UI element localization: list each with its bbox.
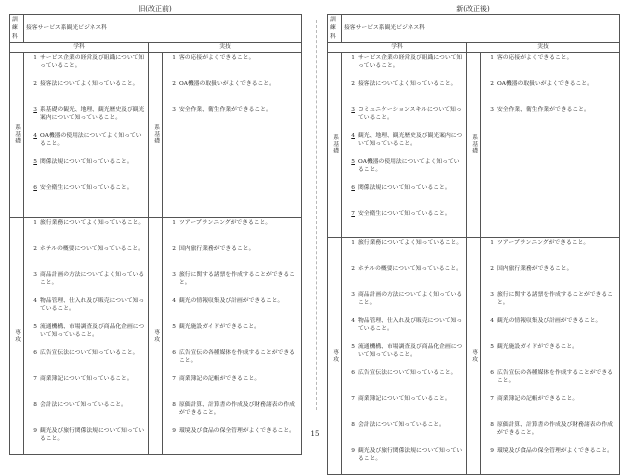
- major-jitsugi-list: [163, 217, 302, 454]
- list-item: [344, 343, 464, 369]
- list-item: [165, 323, 299, 349]
- item-number: 6: [351, 369, 355, 376]
- item-text: 商品計画の方法についてよく知っていること。: [358, 291, 463, 306]
- panel-title: 旧(改正前): [138, 5, 172, 13]
- list-item: [165, 375, 299, 401]
- item-number: 1: [172, 54, 176, 61]
- list-item: [344, 369, 464, 395]
- item-text: ホテルの概要について知っていること。: [40, 245, 144, 252]
- item-number: 3: [33, 271, 37, 278]
- item-text: OA機器の取扱いがよくできること。: [497, 80, 593, 87]
- item-number: 5: [351, 158, 355, 165]
- list-item: [483, 80, 617, 106]
- item-text: 観光施設ガイドができること。: [497, 343, 578, 350]
- item-number: 7: [172, 375, 176, 382]
- item-number: 6: [490, 369, 494, 376]
- list-item: [26, 271, 146, 297]
- list-item: [344, 210, 464, 236]
- item-number: 3: [351, 291, 355, 298]
- item-number: 9: [172, 427, 176, 434]
- list-item: [483, 106, 617, 132]
- list-item: [344, 317, 464, 343]
- list-item: [483, 54, 617, 80]
- list-item: [165, 219, 299, 245]
- list-item: [344, 54, 464, 80]
- item-text: 関係法規について知っていること。: [40, 158, 133, 165]
- list-item: [344, 158, 464, 184]
- subject-name: 接客サービス系観光ビジネス科: [342, 15, 620, 43]
- item-text: 観光及び旅行関係法規について知っていること。: [358, 447, 463, 462]
- list-item: [165, 106, 299, 132]
- item-number: 6: [33, 184, 37, 191]
- item-number: 3: [490, 106, 494, 113]
- list-item: [165, 54, 299, 80]
- item-text: 国内旅行業務ができること。: [179, 245, 255, 252]
- item-text: 系基礎の観光、地理、観光歴史及び観光案内について知っていること。: [40, 106, 145, 121]
- item-number: 1: [33, 219, 37, 226]
- list-item: [26, 184, 146, 210]
- section-basic-label-2: 系基礎: [149, 52, 163, 217]
- list-item: [165, 401, 299, 427]
- list-item: [26, 132, 146, 158]
- item-text: 商業簿記の記帳ができること。: [497, 395, 579, 402]
- list-item: [483, 239, 617, 265]
- list-item: [344, 184, 464, 210]
- item-number: 1: [172, 219, 176, 226]
- section-major-label-2: 専攻: [149, 217, 163, 454]
- basic-jitsugi-list: [481, 52, 620, 237]
- list-item: [26, 297, 146, 323]
- item-text: 商業簿記の記帳ができること。: [179, 375, 261, 382]
- item-number: 3: [351, 106, 355, 113]
- list-item: [165, 80, 299, 106]
- item-text: 広告宣伝法について知っていること。: [40, 349, 139, 356]
- major-jitsugi-list: [481, 237, 620, 474]
- list-item: [483, 265, 617, 291]
- basic-gakka-list: [24, 52, 149, 217]
- item-number: 2: [490, 265, 494, 272]
- item-text: 物品管理、仕入れ及び販売について知っていること。: [40, 297, 145, 312]
- item-number: 9: [490, 447, 494, 454]
- panel-title: 新(改正後): [456, 5, 490, 13]
- item-text: 接客法についてよく知っていること。: [40, 80, 139, 87]
- list-item: [26, 401, 146, 427]
- item-text: 関係法規について知っていること。: [358, 184, 451, 191]
- item-number: 2: [351, 265, 355, 272]
- item-number: 1: [351, 54, 355, 61]
- list-item: [344, 80, 464, 106]
- item-text: 広告宣伝の各種媒体を作成することができること。: [179, 349, 295, 364]
- center-divider: [316, 20, 317, 410]
- gakka-header: 学科: [10, 43, 149, 52]
- item-number: 5: [490, 343, 494, 350]
- list-item: [165, 297, 299, 323]
- item-number: 2: [33, 80, 37, 87]
- item-number: 8: [33, 401, 37, 408]
- item-text: 原価計算、計算書の作成及び財務諸表の作成ができること。: [179, 401, 295, 416]
- item-text: 安全作業、衛生作業ができること。: [497, 106, 590, 113]
- item-number: 7: [490, 395, 494, 402]
- item-text: 観光及び旅行関係法規について知っていること。: [40, 427, 145, 442]
- item-text: 商業簿記について知っていること。: [358, 395, 451, 402]
- item-text: 広告宣伝の各種媒体を作成することができること。: [497, 369, 613, 384]
- item-text: 流通機構、市場調査及び商品化企画について知っていること。: [358, 343, 463, 358]
- item-text: OA機器の使用法についてよく知っていること。: [40, 132, 142, 147]
- item-number: 3: [33, 106, 37, 113]
- item-number: 8: [490, 421, 494, 428]
- section-major-label: 専攻: [328, 237, 342, 474]
- item-number: 5: [172, 323, 176, 330]
- item-number: 2: [172, 80, 176, 87]
- list-item: [26, 375, 146, 401]
- item-number: 2: [33, 245, 37, 252]
- item-number: 5: [33, 158, 37, 165]
- list-item: [483, 317, 617, 343]
- basic-gakka-list: [342, 52, 467, 237]
- basic-jitsugi-list: [163, 52, 302, 217]
- list-item: [26, 54, 146, 80]
- item-text: 安全作業、衛生作業ができること。: [179, 106, 272, 113]
- item-text: 物品管理、仕入れ及び販売について知っていること。: [358, 317, 463, 332]
- list-item: [26, 158, 146, 184]
- item-text: サービス企業の経営及び組織について知っていること。: [40, 54, 145, 69]
- item-text: 旅行業務についてよく知っていること。: [40, 219, 145, 226]
- section-basic-label: 系基礎: [328, 52, 342, 237]
- item-text: 会計法について知っていること。: [358, 421, 445, 428]
- item-number: 4: [33, 132, 37, 139]
- item-number: 6: [351, 184, 355, 191]
- list-item: [344, 239, 464, 265]
- section-major-label: 専攻: [10, 217, 24, 454]
- list-item: [344, 265, 464, 291]
- item-text: 旅行業務についてよく知っていること。: [358, 239, 463, 246]
- list-item: [165, 245, 299, 271]
- item-number: 3: [172, 271, 176, 278]
- item-number: 1: [33, 54, 37, 61]
- item-text: 国内旅行業務ができること。: [497, 265, 573, 272]
- item-number: 1: [490, 239, 494, 246]
- list-item: [26, 106, 146, 132]
- item-number: 7: [351, 395, 355, 402]
- list-item: [26, 323, 146, 349]
- item-text: 環境及び食品の保全管理がよくできること。: [179, 427, 295, 434]
- item-text: 安全衛生について知っていること。: [40, 184, 133, 191]
- item-text: コミュニケーションスキルについて知っていること。: [358, 106, 462, 121]
- item-number: 8: [172, 401, 176, 408]
- curriculum-table-new: [327, 14, 620, 475]
- item-number: 3: [490, 291, 494, 298]
- list-item: [26, 80, 146, 106]
- item-number: 2: [172, 245, 176, 252]
- item-text: 商品計画の方法についてよく知っていること。: [40, 271, 145, 286]
- list-item: [165, 349, 299, 375]
- item-text: 環境及び食品の保全管理がよくできること。: [497, 447, 613, 454]
- list-item: [344, 395, 464, 421]
- gakka-header: 学科: [328, 43, 467, 52]
- item-number: 9: [33, 427, 37, 434]
- item-number: 7: [33, 375, 37, 382]
- item-number: 5: [33, 323, 37, 330]
- list-item: [344, 106, 464, 132]
- page-number: 15: [310, 430, 320, 438]
- section-basic-label: 系基礎: [10, 52, 24, 217]
- subject-label: 訓練科: [10, 15, 24, 43]
- item-number: 8: [351, 421, 355, 428]
- item-text: ホテルの概要について知っていること。: [358, 265, 462, 272]
- item-text: 観光施設ガイドができること。: [179, 323, 260, 330]
- curriculum-table-old: [9, 14, 302, 455]
- subject-label: 訓練科: [328, 15, 342, 43]
- item-number: 3: [172, 106, 176, 113]
- item-number: 2: [351, 80, 355, 87]
- item-number: 6: [172, 349, 176, 356]
- item-text: 安全衛生について知っていること。: [358, 210, 451, 217]
- section-basic-label-2: 系基礎: [467, 52, 481, 237]
- item-text: 接客法についてよく知っていること。: [358, 80, 457, 87]
- item-text: 原価計算、計算書の作成及び財務諸表の作成ができること。: [497, 421, 613, 436]
- section-major-label-2: 専攻: [467, 237, 481, 474]
- item-text: 客の応接がよくできること。: [497, 54, 573, 61]
- major-gakka-list: [342, 237, 467, 474]
- item-text: 観光の情報収集及び計画ができること。: [497, 317, 602, 324]
- item-text: 広告宣伝法について知っていること。: [358, 369, 457, 376]
- item-text: 旅行に関する諸票を作成することができること。: [497, 291, 613, 306]
- list-item: [483, 343, 617, 369]
- item-number: 4: [351, 317, 355, 324]
- item-text: 客の応接がよくできること。: [179, 54, 255, 61]
- item-number: 1: [351, 239, 355, 246]
- list-item: [483, 395, 617, 421]
- item-number: 9: [351, 447, 355, 454]
- item-text: 観光、地理、観光歴史及び観光案内について知っていること。: [358, 132, 463, 147]
- major-gakka-list: [24, 217, 149, 454]
- item-number: 6: [33, 349, 37, 356]
- item-text: 流通機構、市場調査及び商品化企画について知っていること。: [40, 323, 145, 338]
- jitsugi-header: 実技: [467, 43, 620, 52]
- list-item: [26, 349, 146, 375]
- list-item: [483, 447, 617, 473]
- list-item: [165, 271, 299, 297]
- list-item: [344, 291, 464, 317]
- panel-old: [9, 4, 301, 455]
- item-number: 2: [490, 80, 494, 87]
- list-item: [483, 291, 617, 317]
- subject-name: 接客サービス系観光ビジネス科: [24, 15, 302, 43]
- item-number: 5: [351, 343, 355, 350]
- item-number: 4: [33, 297, 37, 304]
- item-text: 旅行に関する諸票を作成することができること。: [179, 271, 295, 286]
- list-item: [26, 219, 146, 245]
- item-number: 1: [490, 54, 494, 61]
- list-item: [344, 447, 464, 473]
- item-number: 7: [351, 210, 355, 217]
- panel-new: [327, 4, 619, 475]
- item-text: ツアープランニングができること。: [179, 219, 272, 226]
- item-number: 4: [490, 317, 494, 324]
- list-item: [26, 245, 146, 271]
- list-item: [344, 132, 464, 158]
- list-item: [483, 369, 617, 395]
- item-number: 4: [351, 132, 355, 139]
- item-text: 観光の情報収集及び計画ができること。: [179, 297, 284, 304]
- item-text: ツアープランニングができること。: [497, 239, 590, 246]
- item-text: 商業簿記について知っていること。: [40, 375, 133, 382]
- item-text: OA機器の取扱いがよくできること。: [179, 80, 275, 87]
- item-text: 会計法について知っていること。: [40, 401, 127, 408]
- item-number: 4: [172, 297, 176, 304]
- item-text: サービス企業の経営及び組織について知っていること。: [358, 54, 463, 69]
- item-text: OA機器の使用法についてよく知っていること。: [358, 158, 460, 173]
- jitsugi-header: 実技: [149, 43, 302, 52]
